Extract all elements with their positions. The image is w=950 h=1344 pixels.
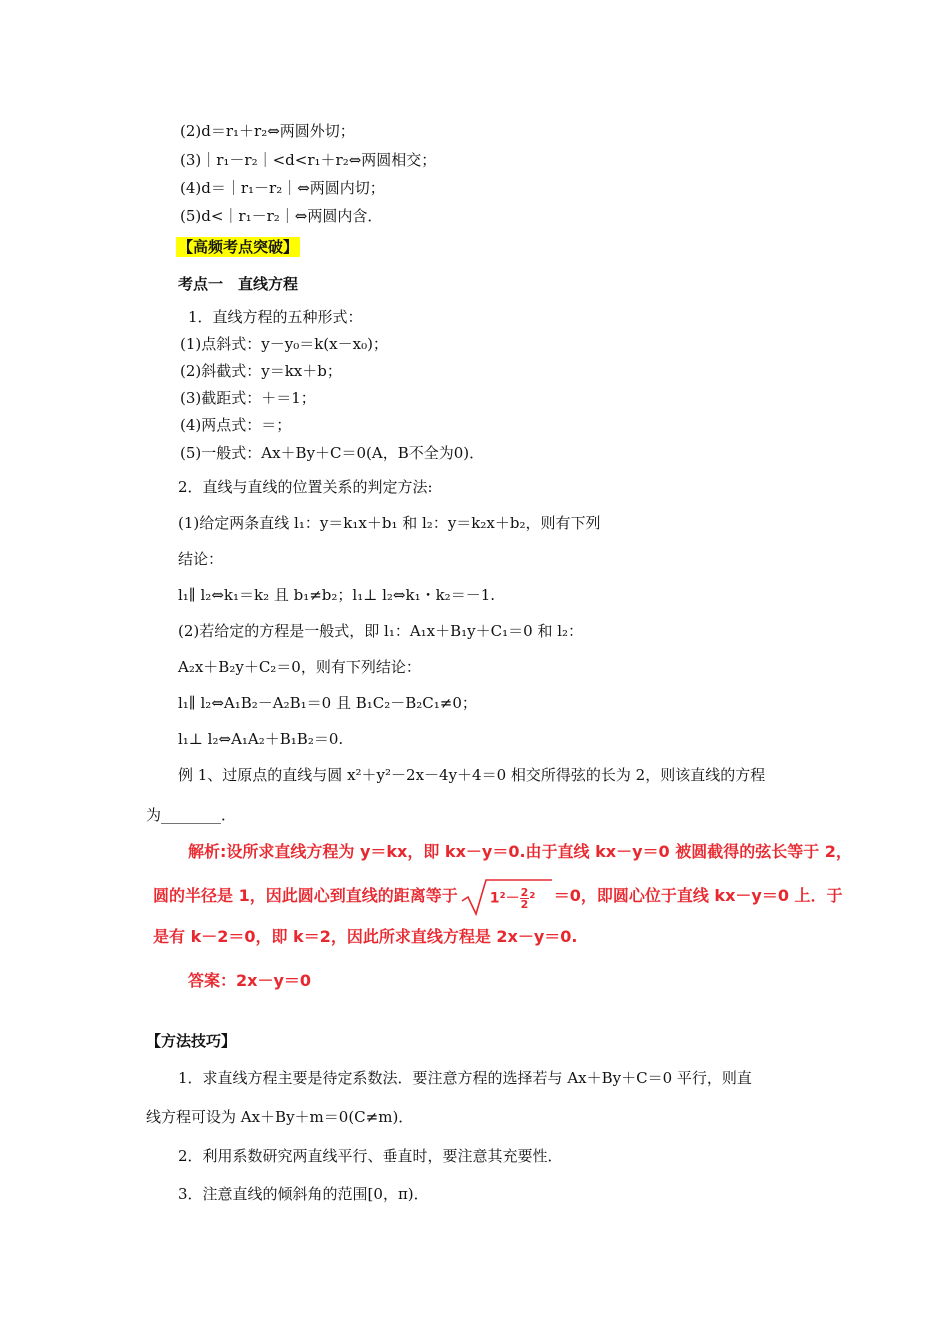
slope-intercept-form: (2)斜截式：y＝kx＋b； (180, 362, 342, 380)
general-form: (5)一般式：Ax＋By＋C＝0(A，B不全为0)． (180, 444, 485, 462)
section-high-frequency-label: 【高频考点突破】 (178, 238, 299, 256)
slope-conclusion: l₁∥ l₂⇔k₁＝k₂ 且 b₁≠b₂；l₁⊥ l₂⇔k₁・k₂＝－1. (178, 586, 496, 604)
condition-2: (2)d＝r₁＋r₂⇔两圆外切； (180, 122, 355, 140)
point-title: 考点一 直线方程 (178, 275, 299, 293)
conclusion-label: 结论： (178, 550, 224, 568)
method-1-cont: 线方程可设为 Ax＋By＋m＝0(C≠m)． (146, 1108, 414, 1126)
solution-line-2 (153, 876, 843, 917)
five-forms-heading: 1．直线方程的五种形式： (188, 308, 363, 326)
solution-line-1: 解析:设所求直线方程为 y＝kx，即 kx－y＝0.由于直线 kx－y＝0 被圆截得的弦长等于 2， (188, 842, 852, 861)
point-slope-form: (1)点斜式：y－y₀＝k(x－x₀)； (180, 335, 388, 353)
section-high-frequency (176, 236, 300, 258)
relation-case-2-cont: A₂x＋B₂y＋C₂＝0，则有下列结论： (178, 658, 421, 676)
solution-line-2-end: ＝0，即圆心位于直线 kx－y＝0 上．于 (553, 886, 843, 905)
method-3: 3．注意直线的倾斜角的范围[0，π)． (178, 1185, 429, 1203)
radicand (490, 887, 536, 910)
relation-heading: 2．直线与直线的位置关系的判定方法: (178, 478, 433, 496)
fraction-numerator: 2 (520, 885, 529, 899)
method-1: 1．求直线方程主要是待定系数法．要注意方程的选择若与 Ax＋By＋C＝0 平行，则直 (178, 1069, 752, 1087)
condition-5: (5)d<｜r₁－r₂｜⇔两圆内含． (180, 207, 383, 225)
fraction-denominator: 2 (520, 897, 529, 911)
example-1: 例 1、过原点的直线与圆 x²＋y²－2x－4y＋4＝0 相交所得弦的长为 2，则该直线的方程 (178, 766, 766, 784)
section-method: 【方法技巧】 (146, 1032, 237, 1050)
intercept-form: (3)截距式：＋＝1； (180, 389, 316, 407)
radicand-fraction (520, 887, 530, 910)
condition-3: (3)｜r₁－r₂｜<d<r₁＋r₂⇔两圆相交； (180, 151, 437, 169)
relation-case-2: (2)若给定的方程是一般式，即 l₁：A₁x＋B₁y＋C₁＝0 和 l₂： (178, 622, 584, 640)
solution-line-3: 是有 k－2＝0，即 k＝2，因此所求直线方程是 2x－y＝0. (153, 927, 578, 946)
perpendicular-conclusion: l₁⊥ l₂⇔A₁A₂＋B₁B₂＝0. (178, 730, 344, 748)
example-1-blank: 为________． (146, 806, 237, 824)
condition-4: (4)d＝｜r₁－r₂｜⇔两圆内切； (180, 179, 385, 197)
radicand-part-a: 1²－ (489, 890, 520, 906)
two-point-form: (4)两点式：＝； (180, 416, 292, 434)
method-2: 2．利用系数研究两直线平行、垂直时，要注意其充要性． (178, 1147, 563, 1165)
solution-line-2-start: 圆的半径是 1，因此圆心到直线的距离等于 (153, 886, 458, 905)
relation-case-1: (1)给定两条直线 l₁：y＝k₁x＋b₁ 和 l₂：y＝k₂x＋b₂，则有下列 (178, 514, 601, 532)
square-root-expression (460, 877, 552, 917)
answer: 答案：2x－y＝0 (188, 971, 312, 990)
radicand-part-b: ² (529, 890, 536, 906)
parallel-conclusion: l₁∥ l₂⇔A₁B₂－A₂B₁＝0 且 B₁C₂－B₂C₁≠0； (178, 694, 477, 712)
